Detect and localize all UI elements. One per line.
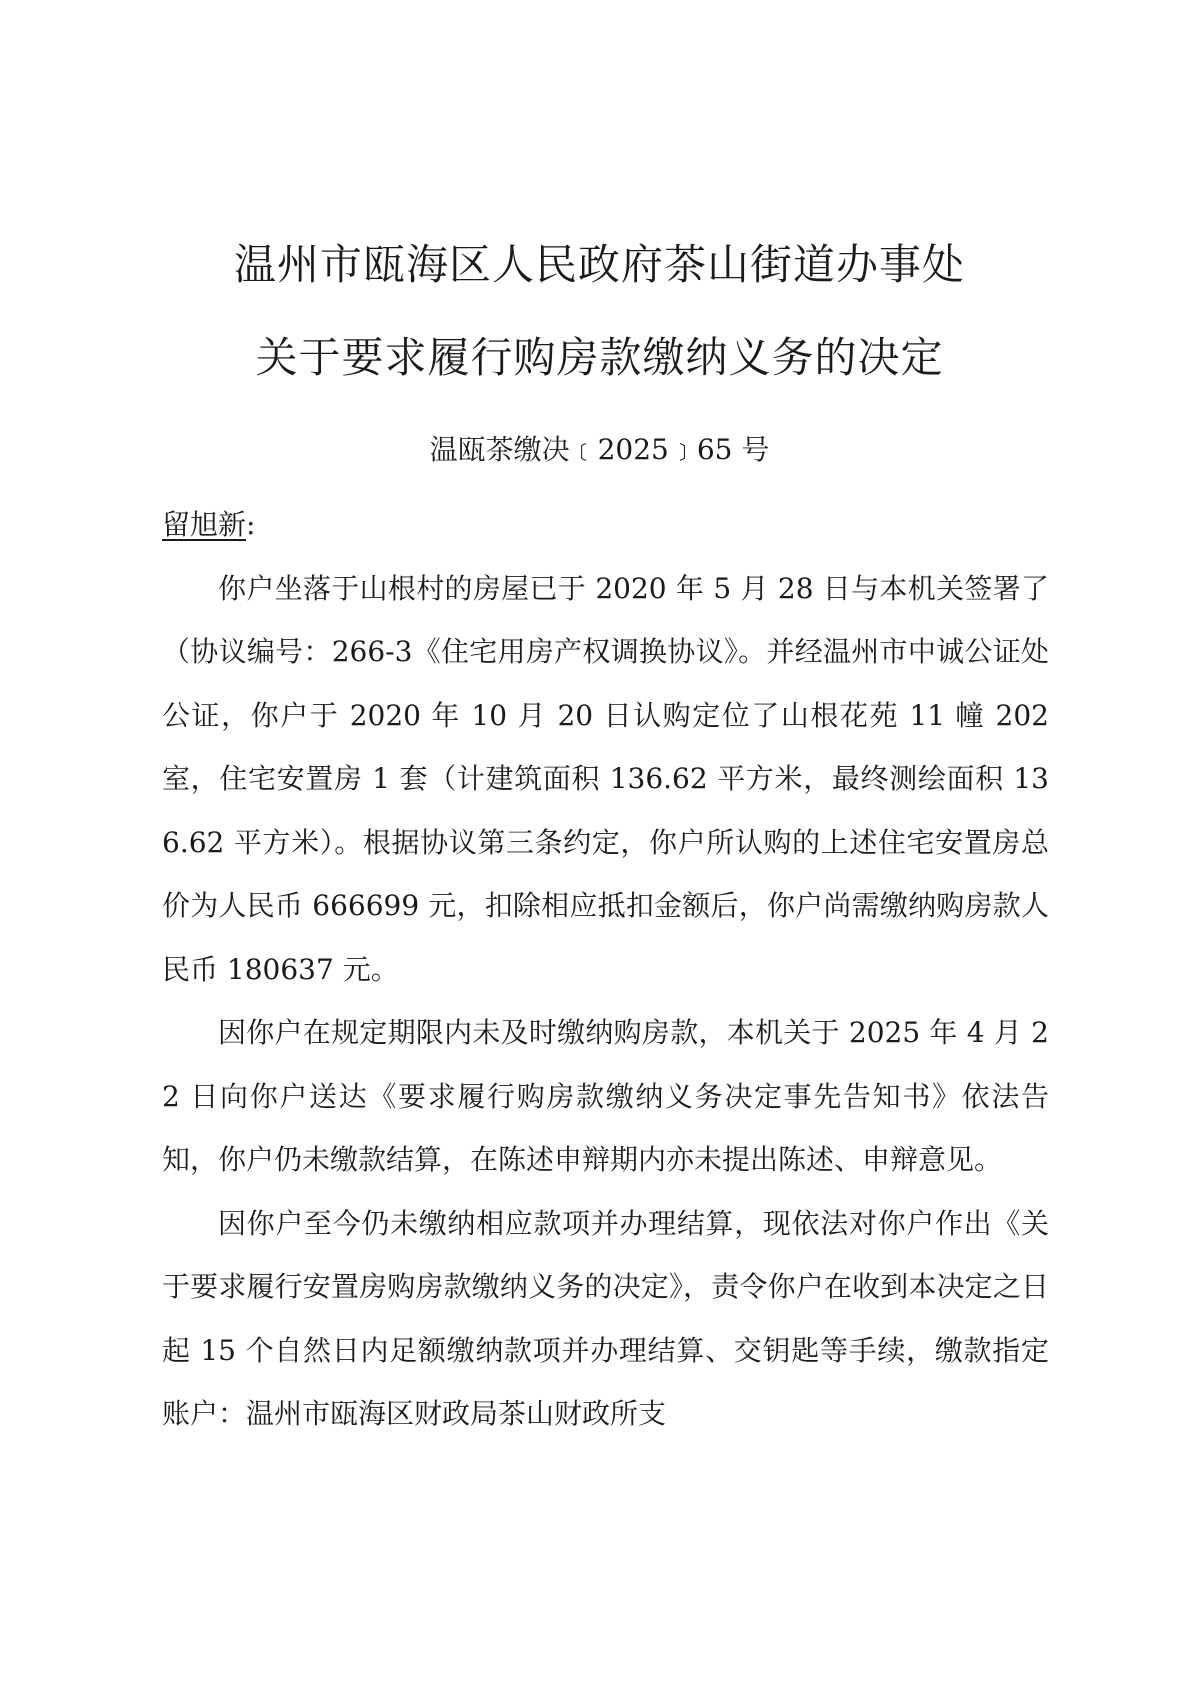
document-number: 温瓯茶缴决﹝2025﹞65 号 [429,433,770,466]
addressee-line [162,493,1049,557]
addressee-name: 留旭新 [162,508,247,541]
document-body [162,493,1049,1446]
paragraph-1: 你户坐落于山根村的房屋已于 2020 年 5 月 28 日与本机关签署了（协议编号：266-3《住宅用房产权调换协议》。并经温州市中诚公证处公证，你户于 2020 年 10 月 20 日认购定位了山根花苑 11 幢 202 室，住宅安置房 1 套（计建筑面积 136.62 平方米，最终测绘面积 136.62 平方米）。根据协议第三条约定，你户所认购的上述住宅安置房总价为人民币 666699 元，扣除相应抵扣金额后，你户尚需缴纳购房款人民币 180637 元。 [162,571,1049,986]
document-title-line-1: 温州市瓯海区人民政府茶山街道办事处 [233,240,965,289]
paragraph-3: 因你户至今仍未缴纳相应款项并办理结算，现依法对你户作出《关于要求履行安置房购房款缴纳义务的决定》，责令你户在收到本决定之日起 15 个自然日内足额缴纳款项并办理结算、交钥匙等手续，缴款指定账户：温州市瓯海区财政局茶山财政所支 [162,1206,1049,1430]
document-title-line-2: 关于要求履行购房款缴纳义务的决定 [255,333,944,382]
addressee-colon: : [246,508,256,541]
paragraph-2: 因你户在规定期限内未及时缴纳购房款，本机关于 2025 年 4 月 22 日向你户送达《要求履行购房款缴纳义务决定事先告知书》依法告知，你户仍未缴款结算，在陈述申辩期内亦未提出陈述、申辩意见。 [162,1016,1049,1176]
